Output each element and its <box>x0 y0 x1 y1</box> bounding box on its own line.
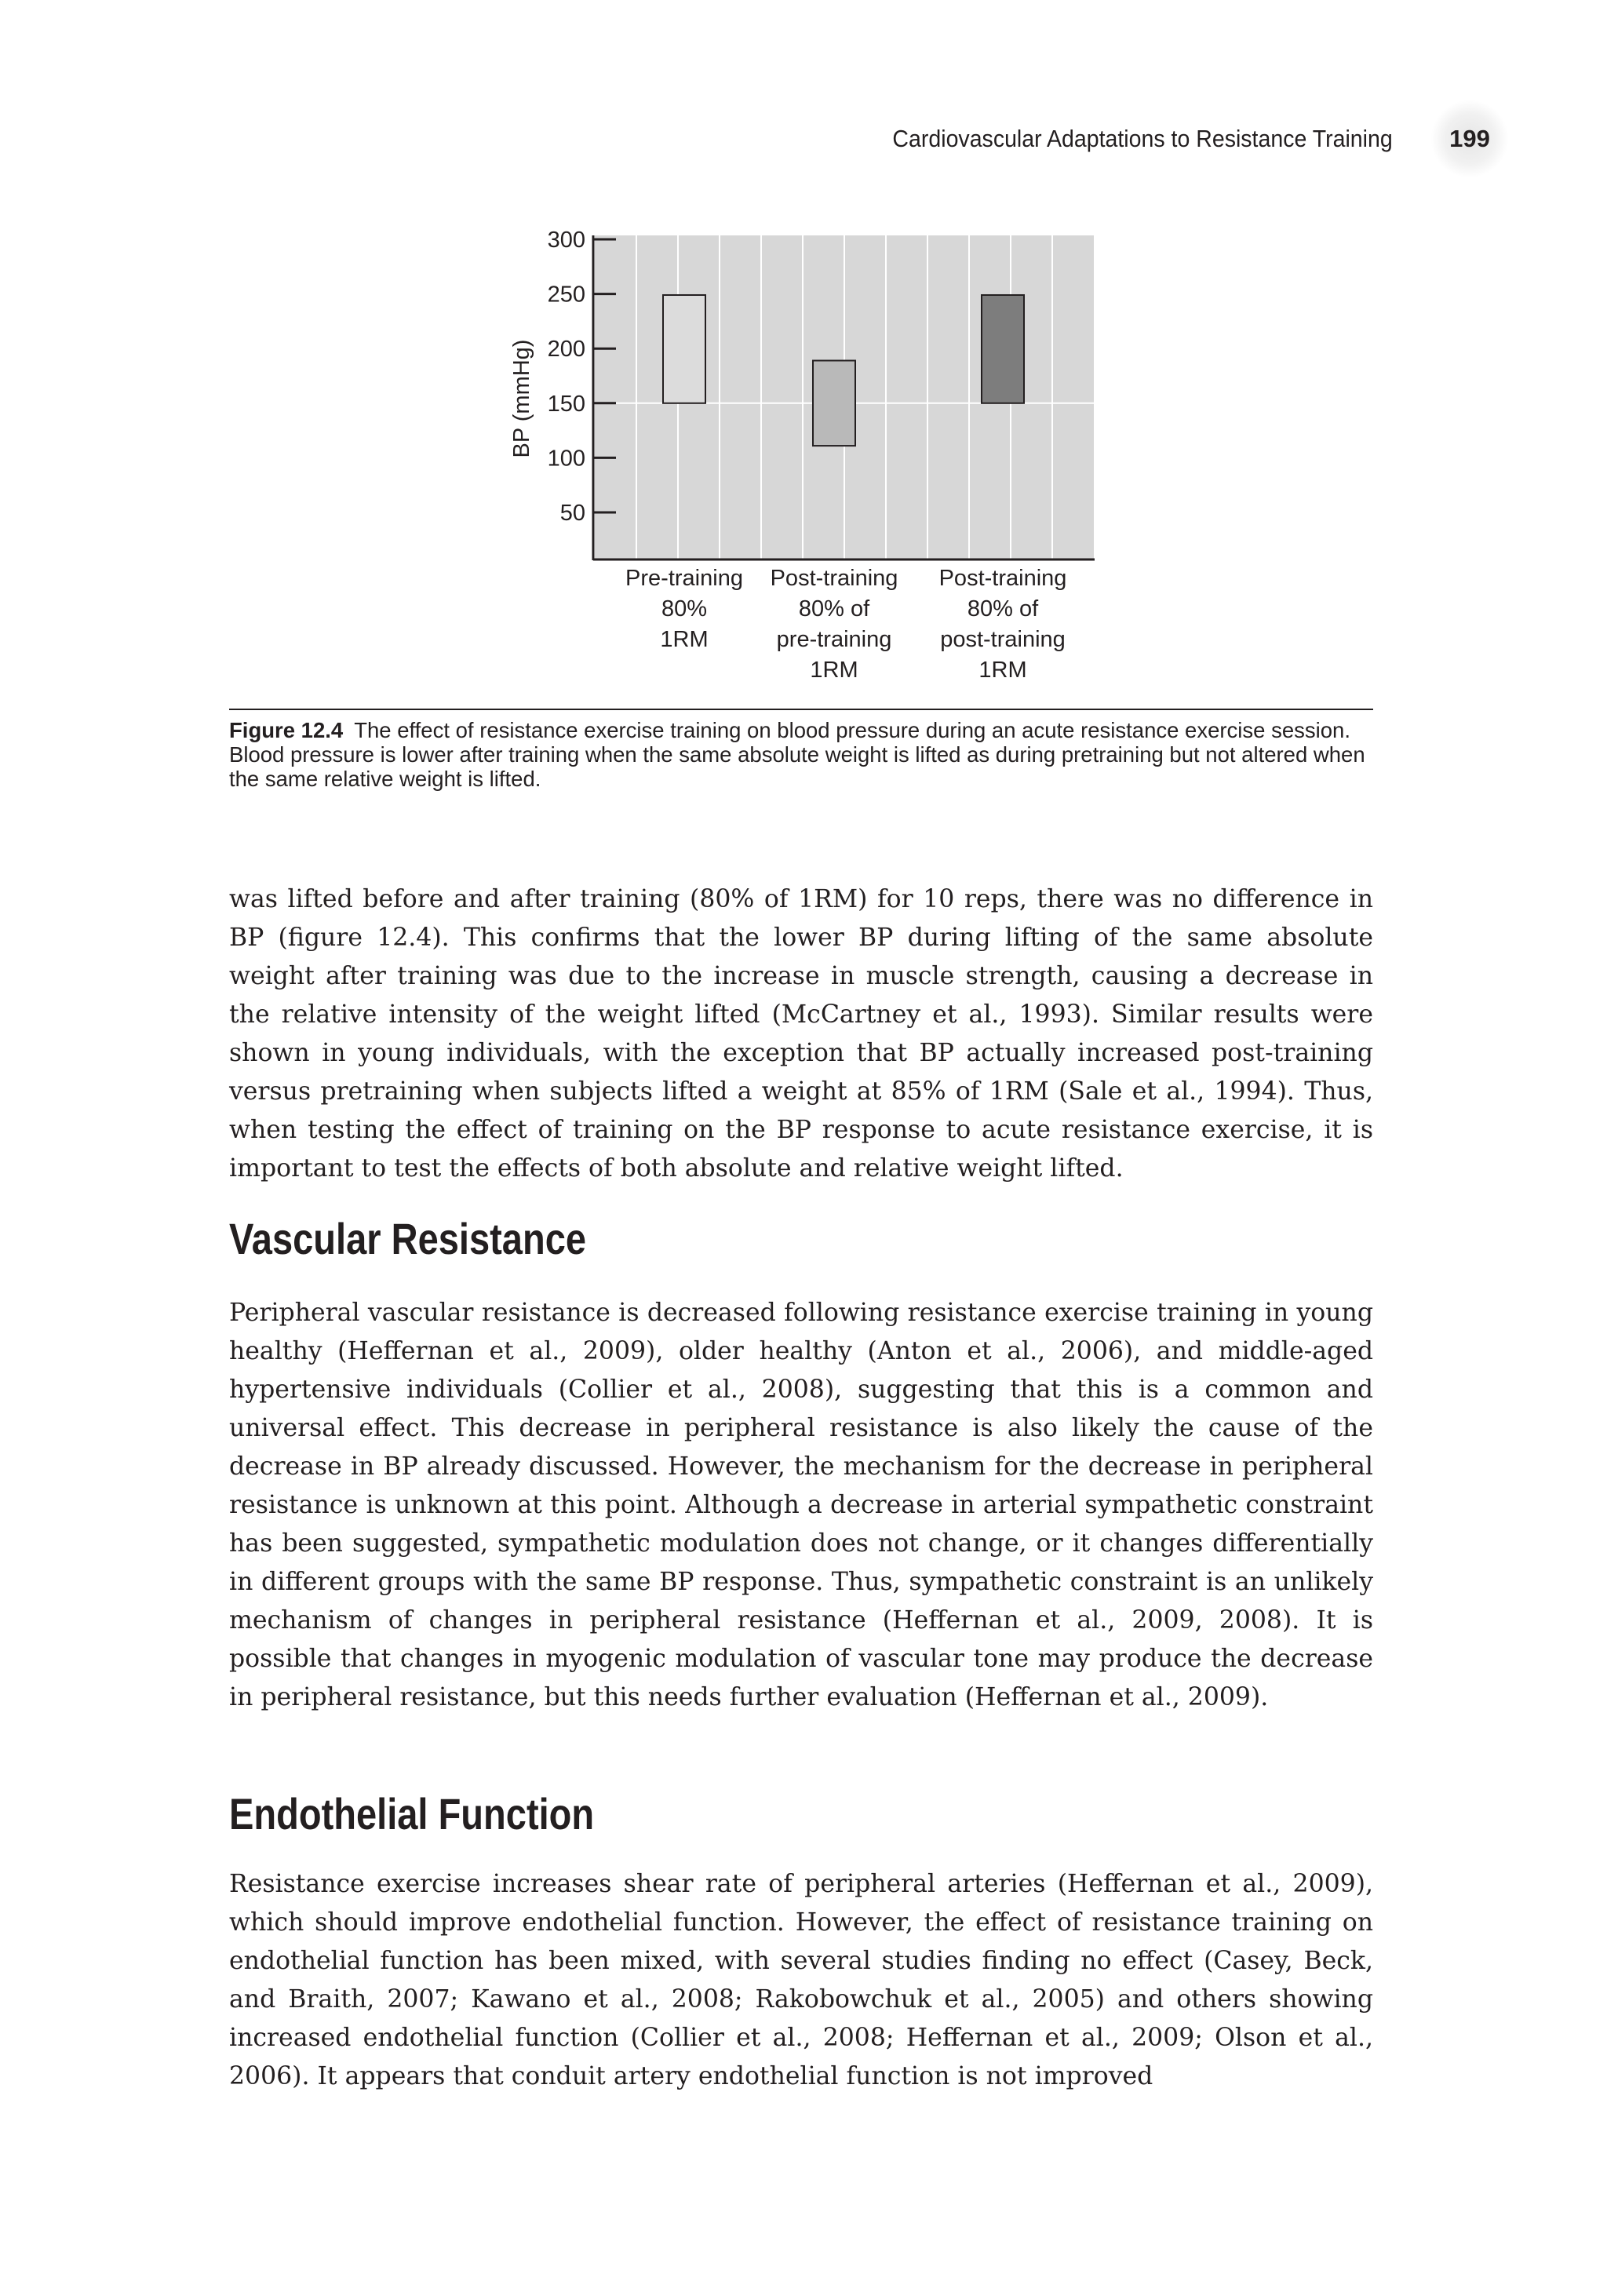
y-axis-label: BP (mmHg) <box>509 339 534 458</box>
category-label-line: 80% of <box>798 596 870 621</box>
y-tick-label: 200 <box>547 337 585 363</box>
category-label-line: 1RM <box>660 627 709 652</box>
bar-2 <box>813 361 855 446</box>
bar-1 <box>663 295 705 403</box>
y-tick-label: 50 <box>559 501 585 526</box>
category-label-3 <box>939 566 1067 683</box>
paragraph-2: Peripheral vascular resistance is decreased following resistance exercise training in young healthy (Heffernan et al., 2009), older healthy (Anton et al., 2006), and middle-aged hypertensive individuals (Collier et al., 2008), suggesting that this is a common and universal effect. This decrease in peripheral resistance is also likely the cause of the decrease in BP already discussed. However, the mechanism for the decrease in peripheral resistance is unknown at this point. Although a decrease in arterial sympathetic constraint has been suggested, sympathetic modulation does not change, or it changes differentially in different groups with the same BP response. Thus, sympathetic constraint is an unlikely mechanism of changes in peripheral resistance (Heffernan et al., 2009, 2008). It is possible that changes in myogenic modulation of vascular tone may produce the decrease in peripheral resistance, but this needs further evaluation (Heffernan et al., 2009). <box>229 1299 1373 1711</box>
category-label-line: post-training <box>940 627 1066 652</box>
category-label-line: 1RM <box>810 658 858 683</box>
category-label-line: Pre-training <box>625 566 743 591</box>
category-label-line: Post-training <box>938 566 1067 591</box>
heading-vascular-resistance: Vascular Resistance <box>229 1214 587 1263</box>
y-tick-label: 250 <box>547 282 585 308</box>
heading-endothelial-function: Endothelial Function <box>229 1789 595 1839</box>
figure-caption <box>229 709 1373 791</box>
paragraph-3: Resistance exercise increases shear rate of peripheral arteries (Heffernan et al., 2009), which should improve endothelial function. However, the effect of resistance training on endothelial function has been mixed, with several studies finding no effect (Casey, Beck, and Braith, 2007; Kawano et al., 2008; Rakobowchuk et al., 2005) and others showing increased endothelial function (Collier et al., 2008; Heffernan et al., 2009; Olson et al., 2006). It appears that conduit artery endothelial function is not improved <box>229 1870 1373 2090</box>
bp-chart <box>0 0 1607 706</box>
page-number: 199 <box>1430 100 1509 178</box>
running-title: Cardiovascular Adaptations to Resistance Training <box>892 125 1393 152</box>
category-label-line: 80% <box>661 596 708 621</box>
category-label-1 <box>625 566 743 652</box>
category-label-line: 80% of <box>967 596 1039 621</box>
paragraph-1: was lifted before and after training (80% of 1RM) for 10 reps, there was no difference in BP (figure 12.4). This confirms that the lower BP during lifting of the same absolute weight after training was due to the increase in muscle strength, causing a decrease in the relative intensity of the weight lifted (McCartney et al., 1993). Similar results were shown in young individuals, with the exception that BP actually increased post-training versus pretraining when subjects lifted a weight at 85% of 1RM (Sale et al., 1994). Thus, when testing the effect of training on the BP response to acute resistance exercise, it is important to test the effects of both absolute and relative weight lifted. <box>229 885 1373 1183</box>
bar-3 <box>982 295 1024 403</box>
category-label-line: 1RM <box>978 658 1027 683</box>
category-label-line: Post-training <box>770 566 898 591</box>
y-tick-label: 300 <box>547 228 585 253</box>
figure-12-4 <box>0 0 1607 706</box>
category-label-2 <box>771 566 898 683</box>
caption-text: The effect of resistance exercise training on blood pressure during an acute resistance exercise session. Blood pressure is lower after training when the same absolute weight is lifted as during pretraining but not altered when the same relative weight is lifted. <box>229 718 1365 791</box>
figure-label: Figure 12.4 <box>229 718 344 742</box>
y-tick-label: 100 <box>547 446 585 472</box>
x-categories <box>625 566 1066 683</box>
y-tick-label: 150 <box>547 391 585 417</box>
category-label-line: pre-training <box>776 627 892 652</box>
